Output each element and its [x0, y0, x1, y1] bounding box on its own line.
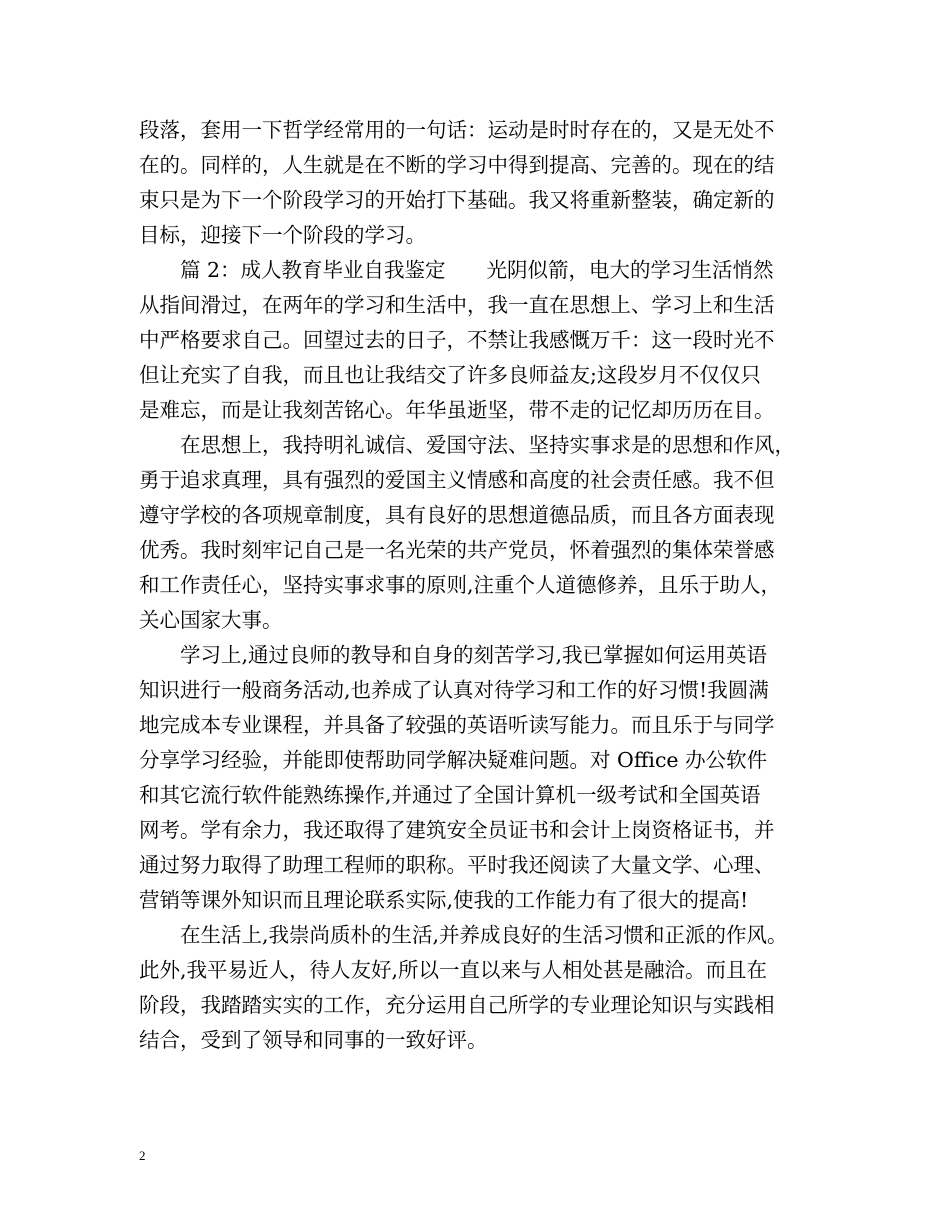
- document-body: [139, 113, 829, 1058]
- text-line: 束只是为下一个阶段学习的开始打下基础。我又将重新整装，确定新的: [139, 188, 775, 212]
- text-line: 但让充实了自我，而且也让我结交了许多良师益友;这段岁月不仅仅只: [139, 363, 761, 387]
- text-line: 是难忘，而是让我刻苦铭心。年华虽逝坚，带不走的记忆却历历在目。: [139, 398, 775, 422]
- text-line: 在思想上，我持明礼诚信、爱国守法、坚持实事求是的思想和作风，: [139, 433, 795, 457]
- text-line: 通过努力取得了助理工程师的职称。平时我还阅读了大量文学、心理、: [139, 853, 775, 877]
- text-line: 学习上,通过良师的教导和自身的刻苦学习,我已掌握如何运用英语: [139, 643, 768, 667]
- text-line: 从指间滑过，在两年的学习和生活中，我一直在思想上、学习上和生活: [139, 293, 775, 317]
- text-line: 阶段，我踏踏实实的工作，充分运用自己所学的专业理论知识与实践相: [139, 993, 775, 1017]
- text-line: 在的。同样的，人生就是在不断的学习中得到提高、完善的。现在的结: [139, 153, 775, 177]
- text-line: 地完成本专业课程，并具备了较强的英语听读写能力。而且乐于与同学: [139, 713, 775, 737]
- text-line: 在生活上,我崇尚质朴的生活,并养成良好的生活习惯和正派的作风。: [139, 923, 788, 947]
- text-line: 目标，迎接下一个阶段的学习。: [139, 223, 426, 247]
- text-line: 篇 2：成人教育毕业自我鉴定 光阴似箭，电大的学习生活悄然: [139, 258, 774, 282]
- text-line: 优秀。我时刻牢记自己是一名光荣的共产党员，怀着强烈的集体荣誉感: [139, 538, 775, 562]
- text-line: 中严格要求自己。回望过去的日子，不禁让我感慨万千：这一段时光不: [139, 328, 775, 352]
- text-line: 和工作责任心，坚持实事求事的原则,注重个人道德修养，且乐于助人，: [139, 573, 782, 597]
- text-line: 关心国家大事。: [139, 608, 283, 632]
- text-line: 营销等课外知识而且理论联系实际,使我的工作能力有了很大的提高!: [139, 888, 749, 912]
- text-line: 结合，受到了领导和同事的一致好评。: [139, 1028, 488, 1052]
- text-line: 遵守学校的各项规章制度，具有良好的思想道德品质，而且各方面表现: [139, 503, 775, 527]
- text-line: 分享学习经验，并能即使帮助同学解决疑难问题。对 Office 办公软件: [139, 748, 768, 772]
- page-number: 2: [139, 1148, 146, 1163]
- text-line: 此外,我平易近人，待人友好,所以一直以来与人相处甚是融洽。而且在: [139, 958, 768, 982]
- text-line: 和其它流行软件能熟练操作,并通过了全国计算机一级考试和全国英语: [139, 783, 761, 807]
- text-line: 段落，套用一下哲学经常用的一句话：运动是时时存在的，又是无处不: [139, 118, 775, 142]
- text-line: 知识进行一般商务活动,也养成了认真对待学习和工作的好习惯!我圆满: [139, 678, 769, 702]
- text-line: 网考。学有余力，我还取得了建筑安全员证书和会计上岗资格证书，并: [139, 818, 775, 842]
- text-line: 勇于追求真理，具有强烈的爱国主义情感和高度的社会责任感。我不但: [139, 468, 775, 492]
